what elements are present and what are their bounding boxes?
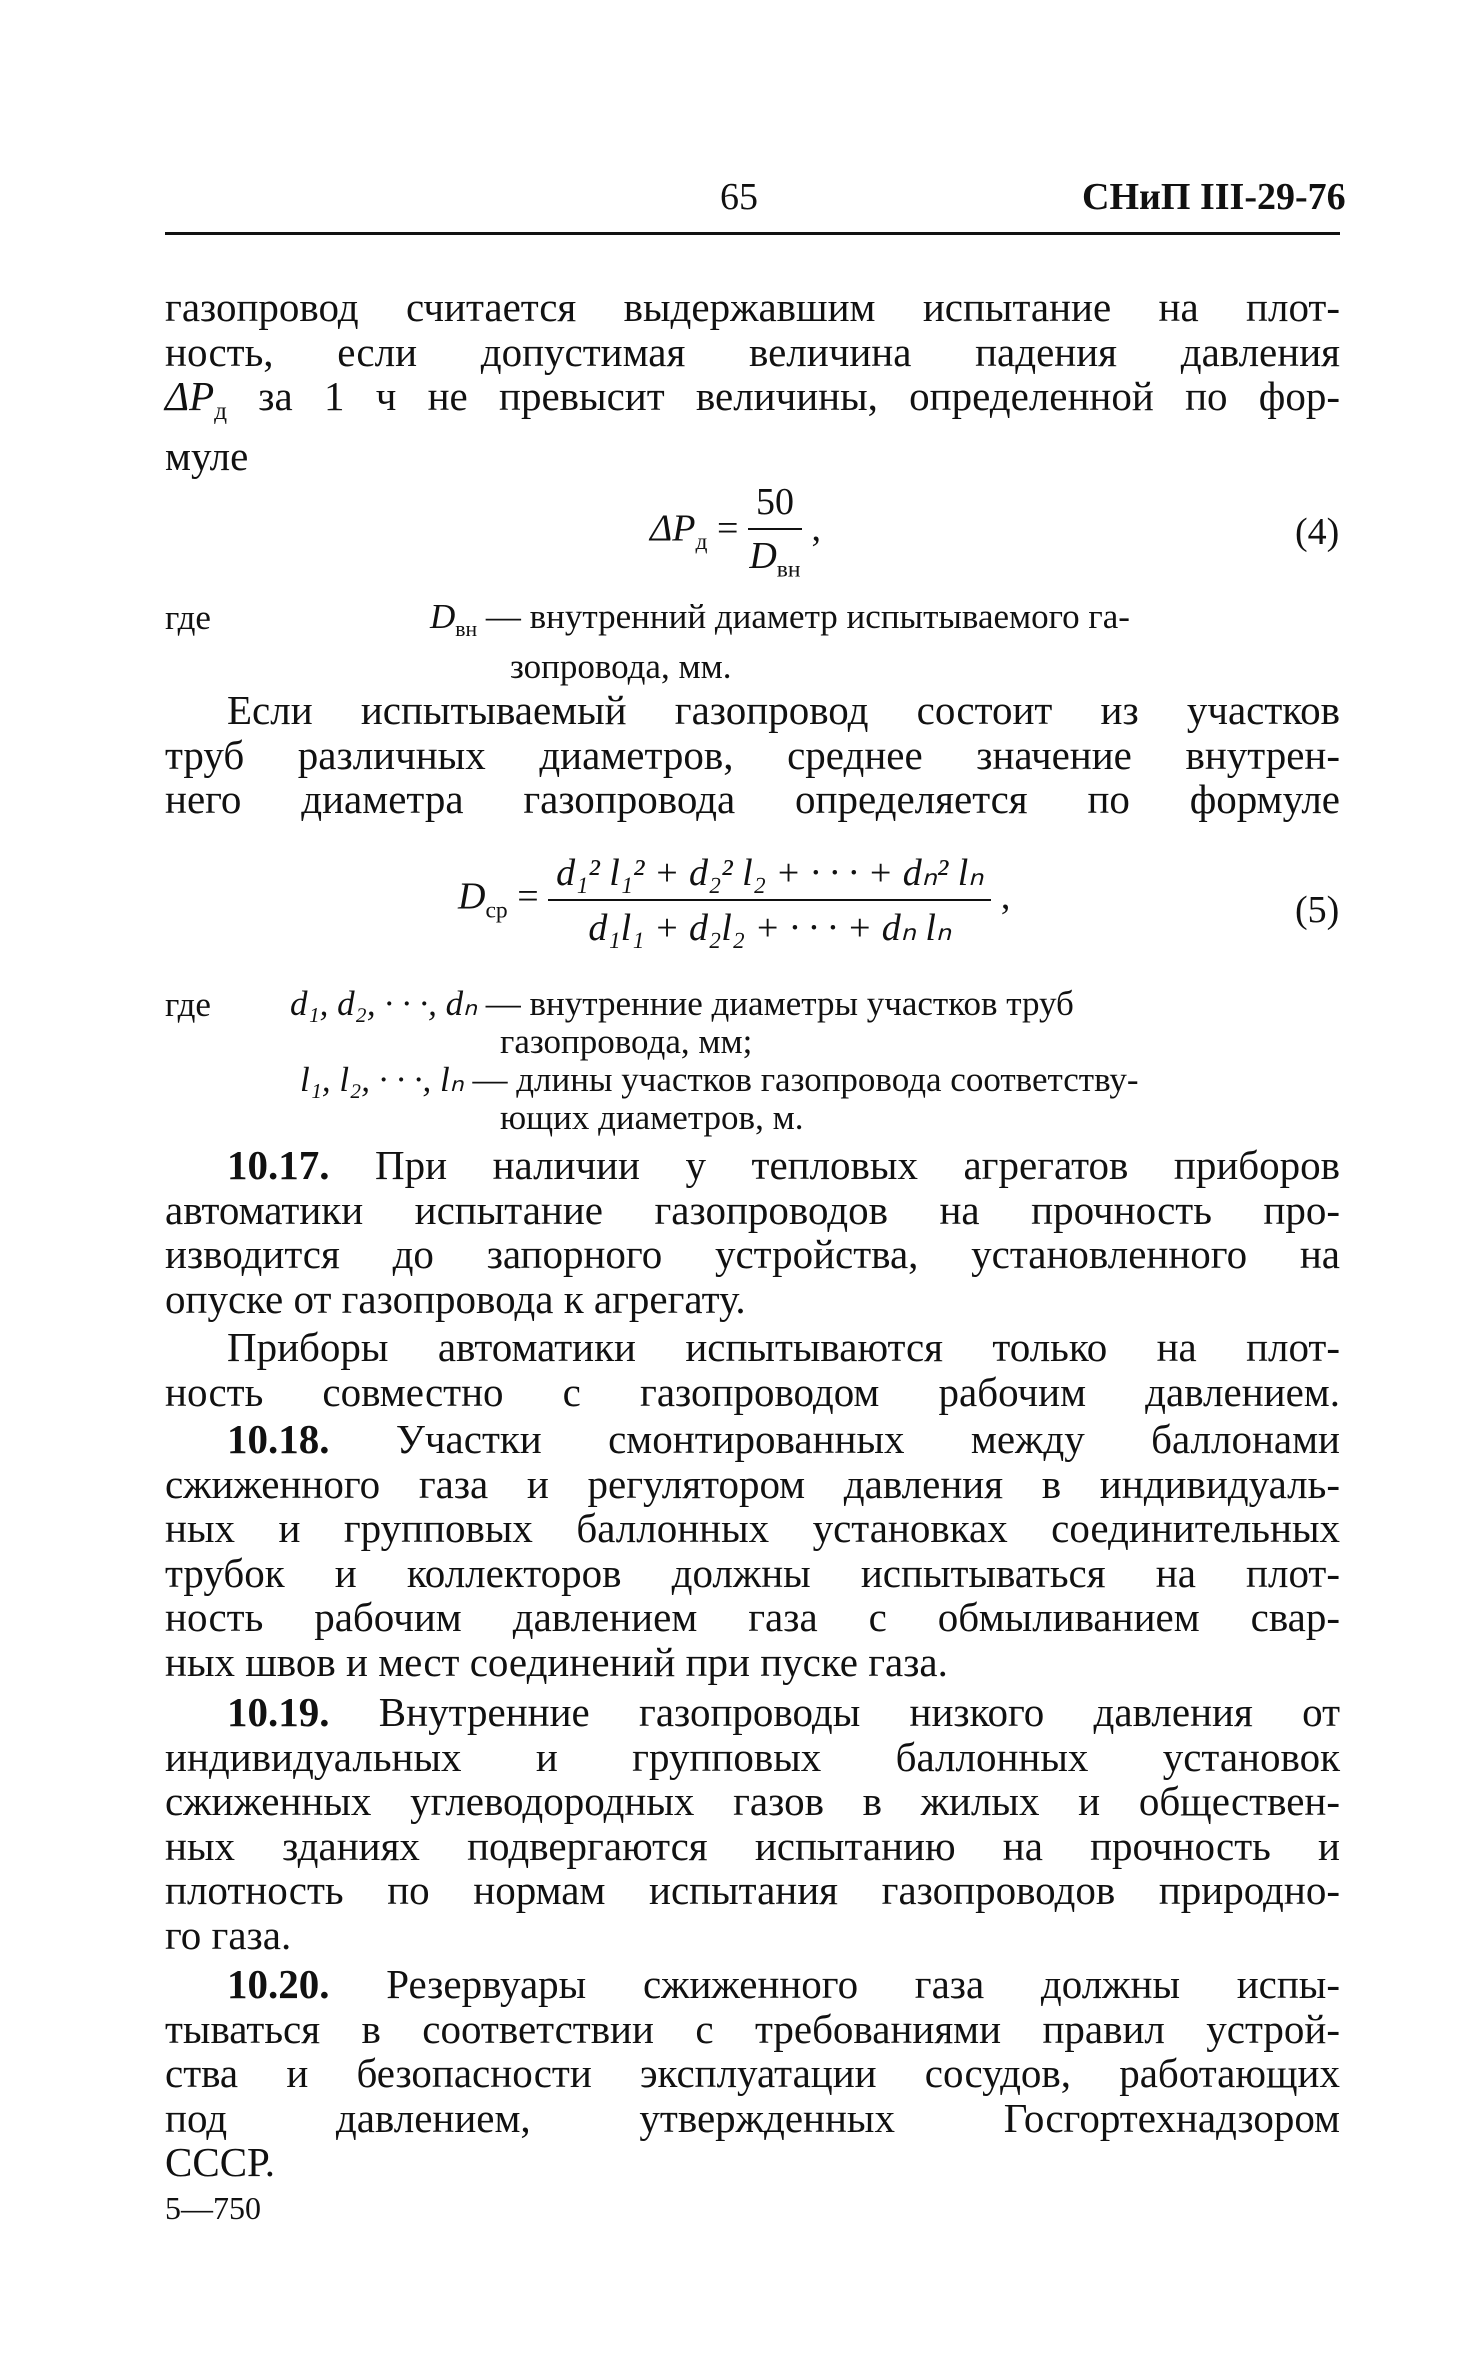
text-line: СССР. <box>165 2139 275 2185</box>
text-line: 10.19. Внутренние газопроводы низкого давления от <box>227 1689 1340 1735</box>
text-line: 10.18. Участки смонтированных между баллонами <box>227 1416 1340 1462</box>
formula-4: $\Delta P_д$ = $\frac{50}{D_{вн}}$ , <box>650 481 821 583</box>
text-line: ных швов и мест соединений при пуске газа. <box>165 1638 948 1685</box>
text-line: опуске от газопровода к агрегату. <box>165 1275 746 1322</box>
numerator: 50 <box>748 480 802 530</box>
formula-lhs-sub: д <box>695 529 708 556</box>
page-number: 65 <box>720 176 758 218</box>
formula-number-4: (4) <box>1295 511 1340 553</box>
document-code: СНиП III-29-76 <box>1082 176 1346 218</box>
numerator: d₁² l₁² + d₂² l₂ + · · · + dₙ² lₙ <box>548 850 991 901</box>
fraction <box>748 480 802 584</box>
formula-number-5: (5) <box>1295 889 1340 931</box>
definition-line: l₁, l₂, · · ·, lₙ — длины участков газопровода соответству- <box>300 1060 1139 1099</box>
text-line: Если испытываемый газопровод состоит из участков <box>227 687 1340 733</box>
section-10-17 <box>165 1143 1340 1321</box>
text-line: ность рабочим давлением газа с обмыливанием свар- <box>165 1594 1340 1640</box>
text-line: $\Delta P_д$ за 1 ч не превысит величины, определенной по фор- <box>165 373 1340 426</box>
formula-lhs: ΔP <box>650 507 696 550</box>
section-10-20 <box>165 1962 1340 2185</box>
paragraph-automation <box>165 1325 1340 1414</box>
paragraph-intro <box>165 285 1340 478</box>
section-10-18 <box>165 1417 1340 1684</box>
denominator: $D_{вн}$ <box>749 535 801 583</box>
text-line: муле <box>165 432 249 479</box>
text-line: 10.17. При наличии у тепловых агрегатов приборов <box>227 1142 1340 1188</box>
text-line: него диаметра газопровода определяется по формуле <box>165 776 1340 822</box>
text-line: сжиженных углеводородных газов в жилых и обществен- <box>165 1778 1340 1824</box>
text-line: го газа. <box>165 1911 292 1958</box>
text-line: индивидуальных и групповых баллонных установок <box>165 1733 1340 1780</box>
text-line: ных и групповых баллонных установках соединительных <box>165 1505 1340 1551</box>
text-line: Приборы автоматики испытываются только на плот- <box>227 1324 1340 1370</box>
denominator: d₁l₁ + d₂l₂ + · · · + dₙ lₙ <box>588 907 952 949</box>
text-line: 10.20. Резервуары сжиженного газа должны испы- <box>227 1961 1340 2007</box>
fraction <box>548 850 991 950</box>
definitions-d-l <box>290 985 1340 1137</box>
text-line: ность, если допустимая величина падения давления <box>165 328 1340 375</box>
definition-line: газопровода, мм; <box>500 1022 753 1061</box>
text-line: под давлением, утвержденных Госгортехнадзором <box>165 2094 1340 2141</box>
text-line: трубок и коллекторов должны испытываться на плот- <box>165 1549 1340 1596</box>
text-line: изводится до запорного устройства, установленного на <box>165 1231 1340 1277</box>
text-line: плотность по нормам испытания газопроводов природно- <box>165 1867 1340 1913</box>
text-line: ность совместно с газопроводом рабочим давлением. <box>165 1368 1340 1415</box>
text-line: автоматики испытание газопроводов на прочность про- <box>165 1186 1340 1233</box>
where-label: где <box>165 598 211 637</box>
section-10-19 <box>165 1690 1340 1957</box>
definition-d-vn <box>430 598 1310 686</box>
definition-line: зопровода, мм. <box>510 647 732 686</box>
header-rule <box>165 232 1340 235</box>
text-line: газопровод считается выдержавшим испытание на плот- <box>165 284 1340 330</box>
paragraph-avg-diameter <box>165 688 1340 822</box>
where-label: где <box>165 985 211 1024</box>
text-line: ства и безопасности эксплуатации сосудов, работающих <box>165 2050 1340 2096</box>
sheet-signature: 5—750 <box>165 2190 261 2226</box>
definition-line: $D_{вн}$ — внутренний диаметр испытываемого га- <box>430 597 1130 641</box>
definition-line: d₁, d₂, · · ·, dₙ — внутренние диаметры участков труб <box>290 984 1074 1023</box>
text-line: сжиженного газа и регулятором давления в индивидуаль- <box>165 1460 1340 1507</box>
text-line: труб различных диаметров, среднее значение внутрен- <box>165 731 1340 778</box>
formula-5: $D_{ср}$ = $\frac{\text{d₁² l₁² + d₂² l₂ + · · · + dₙ² lₙ}}{\text{d₁l₁ + d₂l₂ + · · · + dₙ lₙ}}$ , <box>458 852 1011 949</box>
definition-line: ющих диаметров, м. <box>500 1098 804 1137</box>
text-line: ных зданиях подвергаются испытанию на прочность и <box>165 1822 1340 1869</box>
text-line: тываться в соответствии с требованиями правил устрой- <box>165 2005 1340 2052</box>
